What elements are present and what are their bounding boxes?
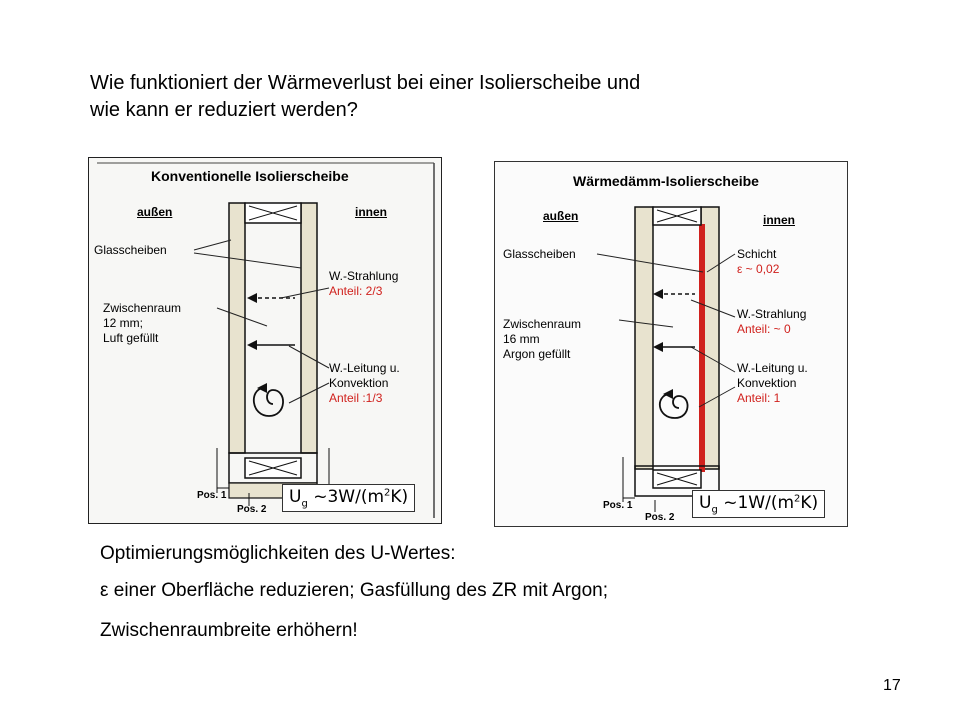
conduction-line-1: W.-Leitung u. (737, 361, 808, 375)
radiation-label (329, 269, 398, 299)
pos2-label: Pos. 2 (237, 504, 267, 515)
inside-label: innen (763, 213, 795, 227)
conventional-glazing-diagram (88, 157, 442, 524)
conduction-share: Anteil :1/3 (329, 391, 383, 405)
gap-line-1: Zwischenraum (503, 317, 582, 331)
coating-text: Schicht (737, 247, 777, 261)
pos2-label: Pos. 2 (645, 512, 675, 523)
gap-label (103, 301, 181, 346)
u-end: K) (390, 487, 409, 507)
outside-label: außen (137, 205, 173, 219)
gap-line-1: Zwischenraum (103, 301, 182, 315)
u-value: ~3W/(m (313, 487, 385, 507)
u-sup: 2 (384, 487, 391, 499)
u-end: K) (800, 493, 819, 513)
conduction-share: Anteil: 1 (737, 391, 781, 405)
conduction-line-2: Konvektion (329, 376, 389, 390)
pos1-label: Pos. 1 (197, 490, 227, 501)
radiation-share: Anteil: 2/3 (329, 284, 383, 298)
inside-label: innen (355, 205, 387, 219)
optimization-line-3: Zwischenraumbreite erhöhern! (100, 620, 358, 641)
coating-label (737, 247, 779, 277)
low-e-heading: Wärmedämm-Isolierscheibe (573, 173, 759, 189)
glass-label: Glasscheiben (94, 243, 167, 257)
radiation-text: W.-Strahlung (329, 269, 399, 283)
outer-glass-pane (635, 207, 653, 469)
gap-label (503, 317, 581, 362)
outside-label: außen (543, 209, 579, 223)
gap-line-3: Luft gefüllt (103, 331, 159, 345)
gap-line-2: 16 mm (503, 332, 540, 346)
page-number: 17 (883, 677, 901, 694)
optimization-line-2: ε einer Oberfläche reduzieren; Gasfüllung des ZR mit Argon; (100, 580, 608, 601)
title-line-1: Wie funktioniert der Wärmeverlust bei einer Isolierscheibe und (90, 72, 641, 94)
u-symbol: U (699, 493, 712, 513)
pos1-label: Pos. 1 (603, 500, 633, 511)
gap-line-2: 12 mm; (103, 316, 144, 330)
low-e-coating (699, 224, 705, 472)
u-sup: 2 (794, 493, 801, 505)
u-value: ~1W/(m (723, 493, 795, 513)
inner-glass-pane (301, 203, 317, 453)
radiation-share: Anteil: ~ 0 (737, 322, 791, 336)
u-sub: g (711, 504, 718, 516)
title-line-2: wie kann er reduziert werden? (90, 99, 358, 121)
u-value-low-e (692, 490, 825, 518)
conduction-label (737, 361, 808, 406)
u-sub: g (301, 498, 308, 510)
low-e-glazing-diagram (494, 161, 848, 527)
radiation-label (737, 307, 806, 337)
page-title (90, 70, 850, 124)
conduction-line-2: Konvektion (737, 376, 797, 390)
radiation-text: W.-Strahlung (737, 307, 807, 321)
outer-glass-pane (229, 203, 245, 453)
optimization-heading: Optimierungsmöglichkeiten des U-Wertes: (100, 543, 456, 564)
conventional-heading: Konventionelle Isolierscheibe (151, 168, 349, 184)
coating-emissivity: ε ~ 0,02 (737, 262, 780, 276)
conduction-line-1: W.-Leitung u. (329, 361, 400, 375)
u-symbol: U (289, 487, 302, 507)
gap-line-3: Argon gefüllt (503, 347, 571, 361)
u-value-conventional (282, 484, 415, 512)
glass-label: Glasscheiben (503, 247, 576, 261)
conduction-label (329, 361, 400, 406)
